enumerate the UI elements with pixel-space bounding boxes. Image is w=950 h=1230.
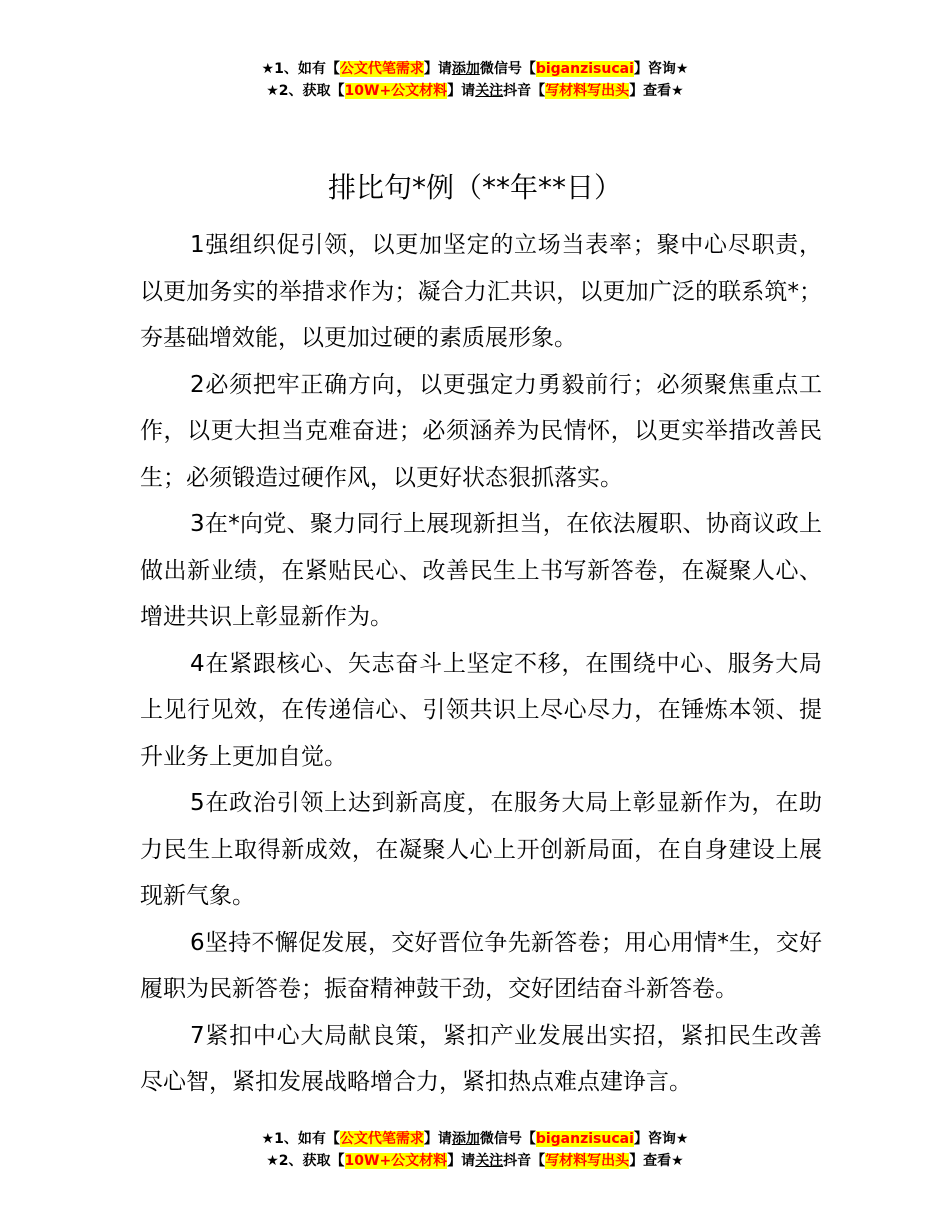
banner-highlight: 10W+公文材料 [344,83,448,99]
banner-text: 】请 [447,1153,476,1169]
banner-highlight: biganzisucai [535,1131,634,1147]
banner-text: 】查看★ [629,1153,684,1169]
banner-underlined: 添加 [451,61,480,77]
banner-highlight: 公文代笔需求 [339,61,424,77]
banner-highlight: 10W+公文材料 [344,1153,448,1169]
banner-highlight: 公文代笔需求 [339,1131,424,1147]
paragraph-6: 6坚持不懈促发展，交好晋位争先新答卷；用心用情*生，交好履职为民新答卷；振奋精神鼓干劲，交好团结奋斗新答卷。 [140,929,822,1002]
banner-highlight: biganzisucai [535,61,634,77]
paragraph-5: 5在政治引领上达到新高度，在服务大局上彰显新作为，在助力民生上取得新成效，在凝聚人心上开创新局面，在自身建设上展现新气象。 [140,790,822,909]
document-title: 排比句*例（**年**日） [327,171,622,204]
banner-highlight: 写材料写出头 [545,83,630,99]
banner-underlined: 添加 [451,1131,480,1147]
banner-line-2 [0,80,950,102]
document-body [140,222,822,1106]
paragraph-4: 4在紧跟核心、矢志奋斗上坚定不移，在围绕中心、服务大局上见行见效，在传递信心、引领共识上尽心尽力，在锤炼本领、提升业务上更加自觉。 [140,650,822,770]
banner-text: 微信号【 [479,1131,536,1147]
banner-text: 抖音【 [503,83,546,99]
banner-text: 微信号【 [479,61,536,77]
header-banner [0,58,950,102]
banner-text: 】请 [423,61,452,77]
banner-underlined: 关注 [475,1153,504,1169]
banner-line-1 [0,58,950,80]
paragraph-2: 2必须把牢正确方向，以更强定力勇毅前行；必须聚焦重点工作，以更大担当克难奋进；必须涵养为民情怀，以更实举措改善民生；必须锻造过硬作风，以更好状态狠抓落实。 [140,371,822,491]
banner-text: 】请 [423,1131,452,1147]
banner-text: 抖音【 [503,1153,546,1169]
banner-underlined: 关注 [475,83,504,99]
banner-text: ★2、获取【 [266,1153,345,1169]
banner-text: ★2、获取【 [266,83,345,99]
paragraph-7: 7紧扣中心大局献良策，紧扣产业发展出实招，紧扣民生改善尽心智，紧扣发展战略增合力，紧扣热点难点建诤言。 [140,1022,822,1095]
banner-text: 】咨询★ [633,1131,689,1147]
footer-banner [0,1128,950,1172]
banner-text: 】咨询★ [633,61,689,77]
paragraph-1: 1强组织促引领，以更加坚定的立场当表率；聚中心尽职责，以更加务实的举措求作为；凝合力汇共识，以更加广泛的联系筑*；夯基础增效能，以更加过硬的素质展形象。 [140,232,822,351]
banner-highlight: 写材料写出头 [545,1153,630,1169]
banner-text: 】查看★ [629,83,684,99]
banner-line-2 [0,1150,950,1172]
banner-text: 】请 [447,83,476,99]
paragraph-3: 3在*向党、聚力同行上展现新担当，在依法履职、协商议政上做出新业绩，在紧贴民心、改善民生上书写新答卷，在凝聚人心、增进共识上彰显新作为。 [140,511,822,630]
banner-text: ★1、如有【 [261,61,340,77]
banner-line-1 [0,1128,950,1150]
banner-text: ★1、如有【 [261,1131,340,1147]
